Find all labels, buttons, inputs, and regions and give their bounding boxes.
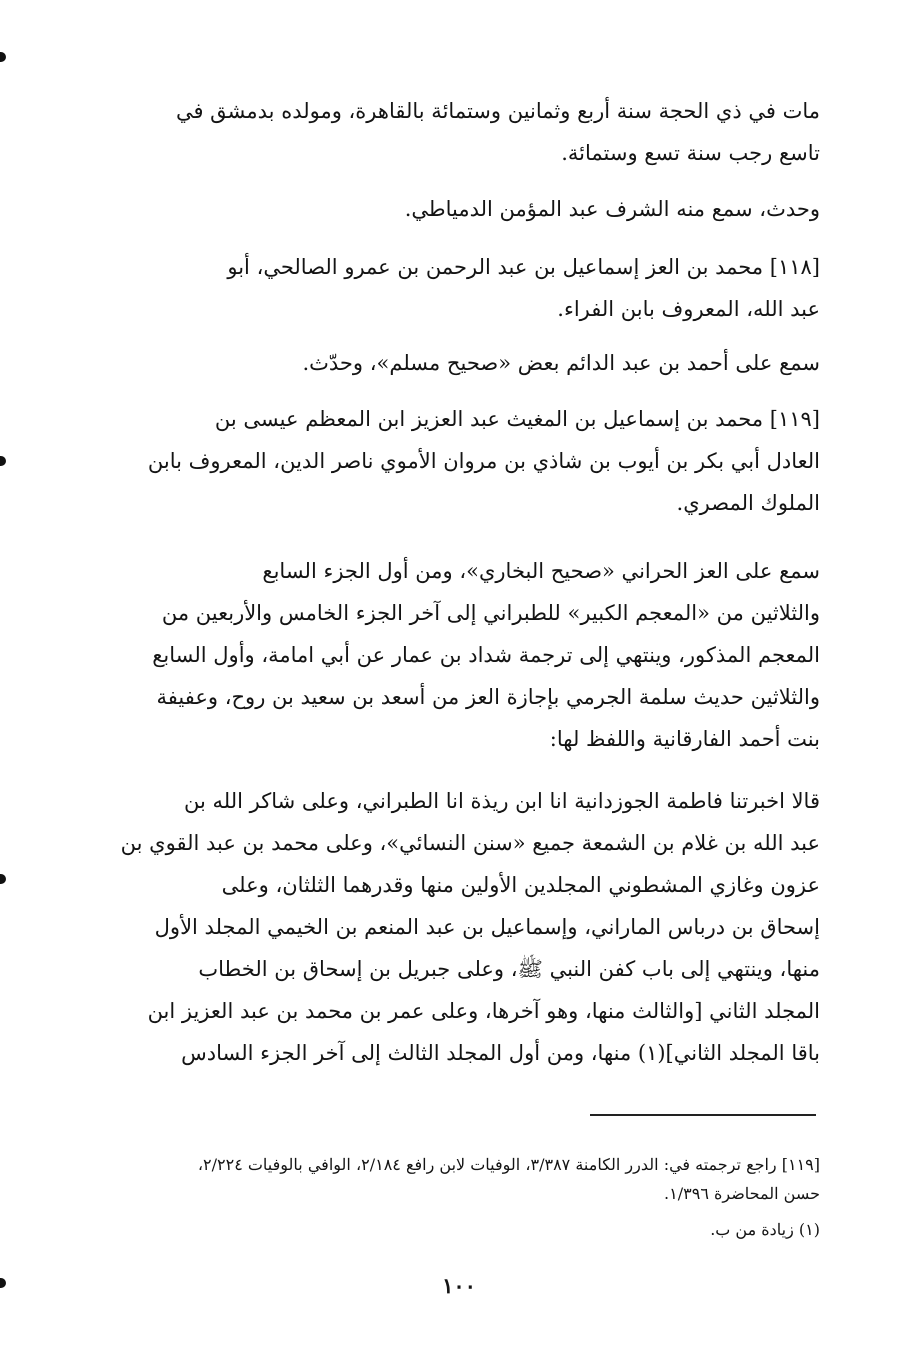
footnote-line: [١١٩] راجع ترجمته في: الدرر الكامنة ٣/٣٨٧، الوفيات لابن رافع ٢/١٨٤، الوافي بالوفيات ٢/٢٢٤، [197,1155,820,1174]
footnote-sources [100,1150,820,1208]
paragraph-death-note [100,90,820,174]
footnote-line: (١) زيادة من ب. [710,1220,820,1239]
entry-119-body [100,550,820,760]
footnote-addition [100,1215,820,1244]
text-line: عزون وغازي المشطوني المجلدين الأولين منها وقدرهما الثلثان، وعلى [221,873,820,897]
entry-119-continuation [100,780,820,1074]
paragraph-narration [100,188,820,230]
text-line: مات في ذي الحجة سنة أربع وثمانين وستمائة بالقاهرة، ومولده بدمشق في [175,99,820,123]
footnote-line: حسن المحاضرة ١/٣٩٦. [664,1184,820,1203]
text-line: العادل أبي بكر بن أيوب بن شاذي بن مروان الأموي ناصر الدين، المعروف بابن [147,449,820,473]
text-line: سمع على العز الحراني «صحيح البخاري»، ومن أول الجزء السابع [262,559,820,583]
text-line: وحدث، سمع منه الشرف عبد المؤمن الدمياطي. [404,197,820,221]
text-line: عبد الله، المعروف بابن الفراء. [557,297,820,321]
text-line: [١١٩] محمد بن إسماعيل بن المغيث عبد العزيز ابن المعظم عيسى بن [214,407,820,431]
scan-margin-mark [0,52,6,62]
text-line: الملوك المصري. [676,491,820,515]
entry-118-body [100,342,820,384]
entry-118-heading [100,246,820,330]
scan-margin-mark [0,456,6,466]
entry-119-heading [100,398,820,524]
text-line: والثلاثين من «المعجم الكبير» للطبراني إلى آخر الجزء الخامس والأربعين من [161,601,820,625]
text-line: إسحاق بن درباس الماراني، وإسماعيل بن عبد المنعم بن الخيمي المجلد الأول [154,915,820,939]
text-line: سمع على أحمد بن عبد الدائم بعض «صحيح مسلم»، وحدّث. [302,351,820,375]
page-number: ١٠٠ [442,1273,476,1298]
text-line: بنت أحمد الفارقانية واللفظ لها: [549,727,820,751]
text-line: قالا اخبرتنا فاطمة الجوزدانية انا ابن ريذة انا الطبراني، وعلى شاكر الله بن [184,789,820,813]
text-line: تاسع رجب سنة تسع وستمائة. [561,141,820,165]
text-line: باقا المجلد الثاني](١) منها، ومن أول المجلد الثالث إلى آخر الجزء السادس [181,1041,820,1065]
text-line: المعجم المذكور، وينتهي إلى ترجمة شداد بن عمار عن أبي امامة، وأول السابع [152,643,820,667]
text-line: والثلاثين حديث سلمة الجرمي بإجازة العز من أسعد بن سعيد بن روح، وعفيفة [156,685,820,709]
text-line: المجلد الثاني [والثالث منها، وهو آخرها، وعلى عمر بن محمد بن عبد العزيز ابن [147,999,820,1023]
text-line: منها، وينتهي إلى باب كفن النبي ﷺ، وعلى جبريل بن إسحاق بن الخطاب [198,957,820,981]
scan-margin-mark [0,874,6,884]
text-line: [١١٨] محمد بن العز إسماعيل بن عبد الرحمن بن عمرو الصالحي، أبو [227,255,820,279]
text-line: عبد الله بن غلام بن الشمعة جميع «سنن النسائي»، وعلى محمد بن عبد القوي بن [120,831,820,855]
footnote-separator [590,1114,816,1116]
